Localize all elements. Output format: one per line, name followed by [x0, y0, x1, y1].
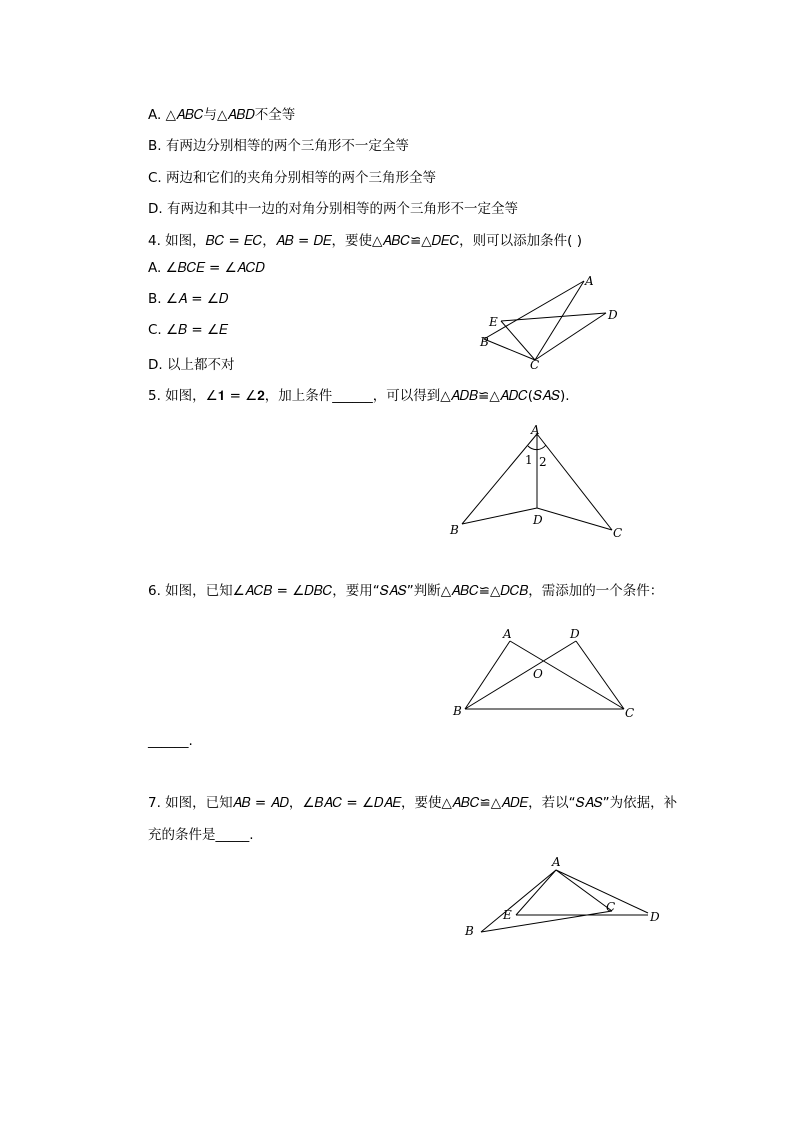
q4-option-c: C. ∠𝐵 = ∠𝐸 [148, 322, 228, 338]
q4-figure [470, 270, 630, 375]
q4-label-e: E [489, 315, 498, 329]
q4-option-a: A. ∠𝐵𝐶𝐸 = ∠𝐴𝐶𝐷 [148, 260, 265, 276]
q6-label-d: D [570, 627, 580, 641]
q3-option-c: C. 两边和它们的夹角分别相等的两个三角形全等 [148, 170, 437, 186]
q7-label-c: C [606, 900, 616, 914]
q6-answer-blank: ______. [148, 733, 193, 749]
q3-option-a: A. △𝐴𝐵𝐶与△𝐴𝐵𝐷不全等 [148, 107, 296, 123]
q7-figure [460, 850, 670, 945]
q5-label-b: B [450, 523, 459, 537]
q4-label-a: A [585, 274, 594, 288]
q4-stem: 4. 如图，𝐵𝐶 = 𝐸𝐶，𝐴𝐵 = 𝐷𝐸，要使△𝐴𝐵𝐶≌△𝐷𝐸𝐶，则可以添加条件( ) [148, 233, 583, 249]
q7-label-e: E [503, 908, 512, 922]
q6-label-b: B [453, 704, 462, 718]
q6-stem: 6. 如图，已知∠𝐴𝐶𝐵 = ∠𝐷𝐵𝐶，要用“𝑆𝐴𝑆”判断△𝐴𝐵𝐶≌△𝐷𝐶𝐵，需添加的一个条件： [148, 583, 664, 599]
q3-option-b: B. 有两边分别相等的两个三角形不一定全等 [148, 138, 409, 154]
q5-label-a: A [531, 423, 540, 437]
q6-label-a: A [503, 627, 512, 641]
q5-label-2: 2 [539, 455, 547, 469]
q7-stem-line1: 7. 如图，已知𝐴𝐵 = 𝐴𝐷，∠𝐵𝐴𝐶 = ∠𝐷𝐴𝐸，要使△𝐴𝐵𝐶≌△𝐴𝐷𝐸，若以“𝑆𝐴𝑆”为依据，补 [148, 795, 678, 811]
q4-label-c: C [530, 358, 540, 372]
q5-label-d: D [533, 513, 543, 527]
q4-label-b: B [480, 335, 489, 349]
q5-label-c: C [613, 526, 623, 540]
q4-option-b: B. ∠𝐴 = ∠𝐷 [148, 291, 229, 307]
q5-stem: 5. 如图，∠𝟏 = ∠𝟐，加上条件______，可以得到△𝐴𝐷𝐵≌△𝐴𝐷𝐶(𝑆𝐴𝑆). [148, 388, 570, 404]
q6-label-o: O [533, 667, 543, 681]
q5-figure [445, 420, 635, 545]
q7-label-d: D [650, 910, 660, 924]
q3-option-d: D. 有两边和其中一边的对角分别相等的两个三角形不一定全等 [148, 201, 518, 217]
q4-option-d: D. 以上都不对 [148, 357, 235, 373]
q6-label-c: C [625, 706, 635, 720]
q7-label-b: B [465, 924, 474, 938]
q6-figure [450, 625, 640, 725]
q5-label-1: 1 [525, 453, 533, 467]
q7-label-a: A [552, 855, 561, 869]
q7-stem-line2: 充的条件是_____. [148, 827, 254, 843]
q4-label-d: D [608, 308, 618, 322]
